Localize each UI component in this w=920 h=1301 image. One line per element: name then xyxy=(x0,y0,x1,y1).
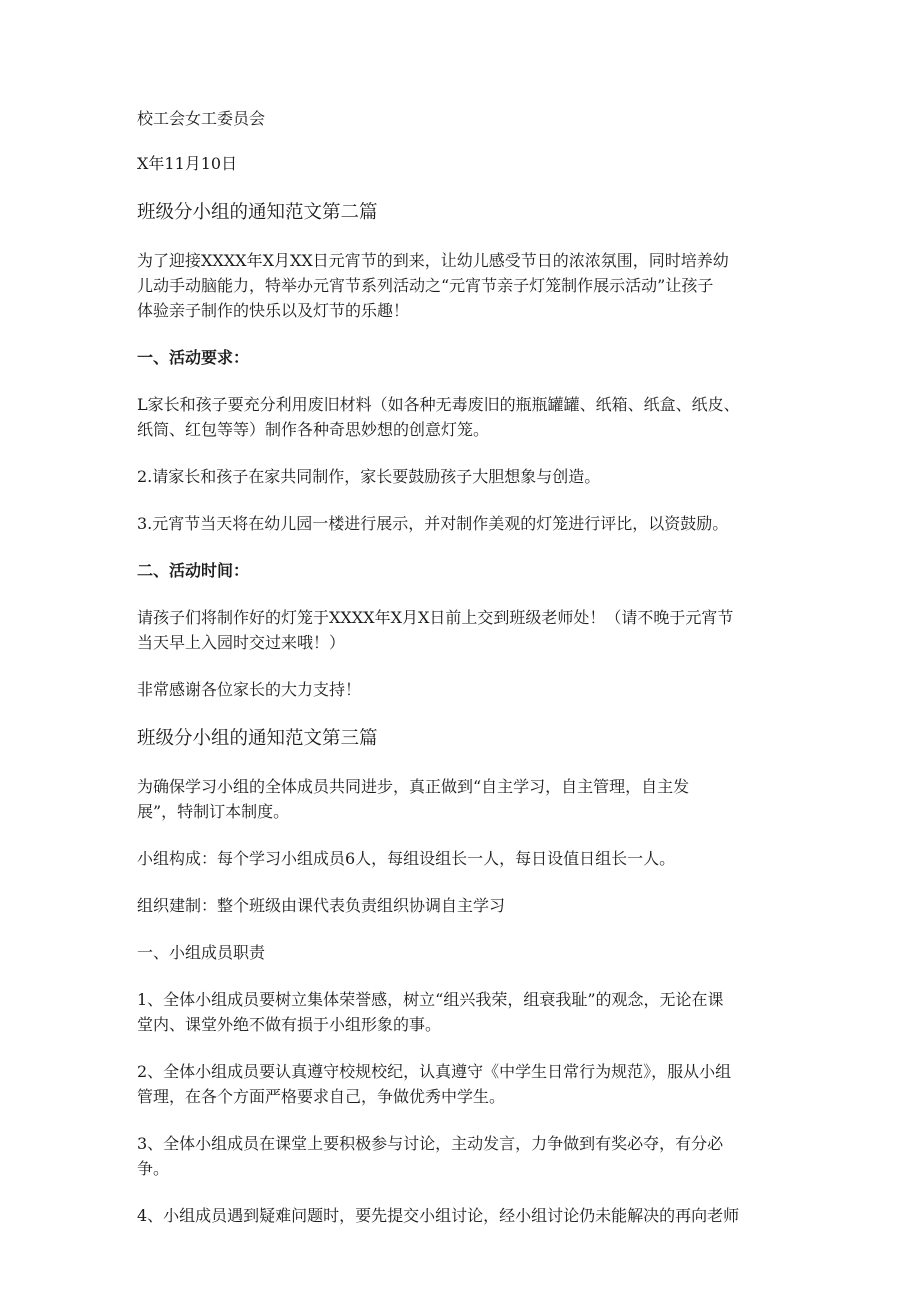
text-line: 体验亲子制作的快乐以及灯节的乐趣！ xyxy=(137,301,410,320)
requirement-2: 2.请家长和孩子在家共同制作，家长要鼓励孩子大胆想象与创造。 xyxy=(137,467,601,486)
text-line: 为了迎接XXXX年X月XX日元宵节的到来，让幼儿感受节日的浓浓氛围，同时培养幼 xyxy=(137,251,729,270)
text-line: 3、全体小组成员在课堂上要积极参与讨论，主动发言，力争做到有奖必夺，有分必 xyxy=(137,1134,724,1153)
duty-3 xyxy=(137,1131,787,1181)
section1-heading: 一、活动要求： xyxy=(137,348,250,367)
text-line: 为确保学习小组的全体成员共同进步，真正做到“自主学习，自主管理，自主发 xyxy=(137,777,690,796)
document-page xyxy=(137,106,787,1228)
thanks-line: 非常感谢各位家长的大力支持！ xyxy=(137,680,362,699)
group-organization: 组织建制：整个班级由课代表负责组织协调自主学习 xyxy=(137,896,506,915)
text-line: 当天早上入园时交过来哦！） xyxy=(137,633,346,652)
signoff-date: X年11月10日 xyxy=(137,154,238,173)
duty-2 xyxy=(137,1059,787,1109)
duty-4 xyxy=(137,1203,787,1228)
article2-intro xyxy=(137,248,787,323)
duties-heading: 一、小组成员职责 xyxy=(137,943,266,962)
signoff-org: 校工会女工委员会 xyxy=(137,109,266,128)
section2-heading: 二、活动时间： xyxy=(137,561,250,580)
text-line: 1、全体小组成员要树立集体荣誉感，树立“组兴我荣，组衰我耻”的观念，无论在课 xyxy=(137,990,724,1009)
article3-intro xyxy=(137,774,787,824)
article2-title: 班级分小组的通知范文第二篇 xyxy=(137,202,378,223)
requirement-1 xyxy=(137,392,787,442)
text-line: 纸筒、红包等等）制作各种奇思妙想的创意灯笼。 xyxy=(137,420,490,439)
text-line: 堂内、课堂外绝不做有损于小组形象的事。 xyxy=(137,1015,442,1034)
text-line: 争。 xyxy=(137,1159,170,1178)
text-line: 4、小组成员遇到疑难问题时，要先提交小组讨论，经小组讨论仍未能解决的再向老师 xyxy=(137,1206,740,1225)
requirement-3: 3.元宵节当天将在幼儿园一楼进行展示，并对制作美观的灯笼进行评比，以资鼓励。 xyxy=(137,514,729,533)
article3-title: 班级分小组的通知范文第三篇 xyxy=(137,728,378,749)
text-line: 展”，特制订本制度。 xyxy=(137,802,290,821)
group-composition: 小组构成：每个学习小组成员6人，每组设组长一人，每日设值日组长一人。 xyxy=(137,849,676,868)
text-line: 儿动手动脑能力，特举办元宵节系列活动之“元宵节亲子灯笼制作展示活动”让孩子 xyxy=(137,276,714,295)
text-line: 管理，在各个方面严格要求自己，争做优秀中学生。 xyxy=(137,1087,506,1106)
text-line: L家长和孩子要充分利用废旧材料（如各种无毒废旧的瓶瓶罐罐、纸箱、纸盒、纸皮、 xyxy=(137,395,740,414)
duty-1 xyxy=(137,987,787,1037)
activity-time xyxy=(137,605,787,655)
text-line: 2、全体小组成员要认真遵守校规校纪，认真遵守《中学生日常行为规范》，服从小组 xyxy=(137,1062,732,1081)
text-line: 请孩子们将制作好的灯笼于XXXX年X月X日前上交到班级老师处！（请不晚于元宵节 xyxy=(137,608,734,627)
